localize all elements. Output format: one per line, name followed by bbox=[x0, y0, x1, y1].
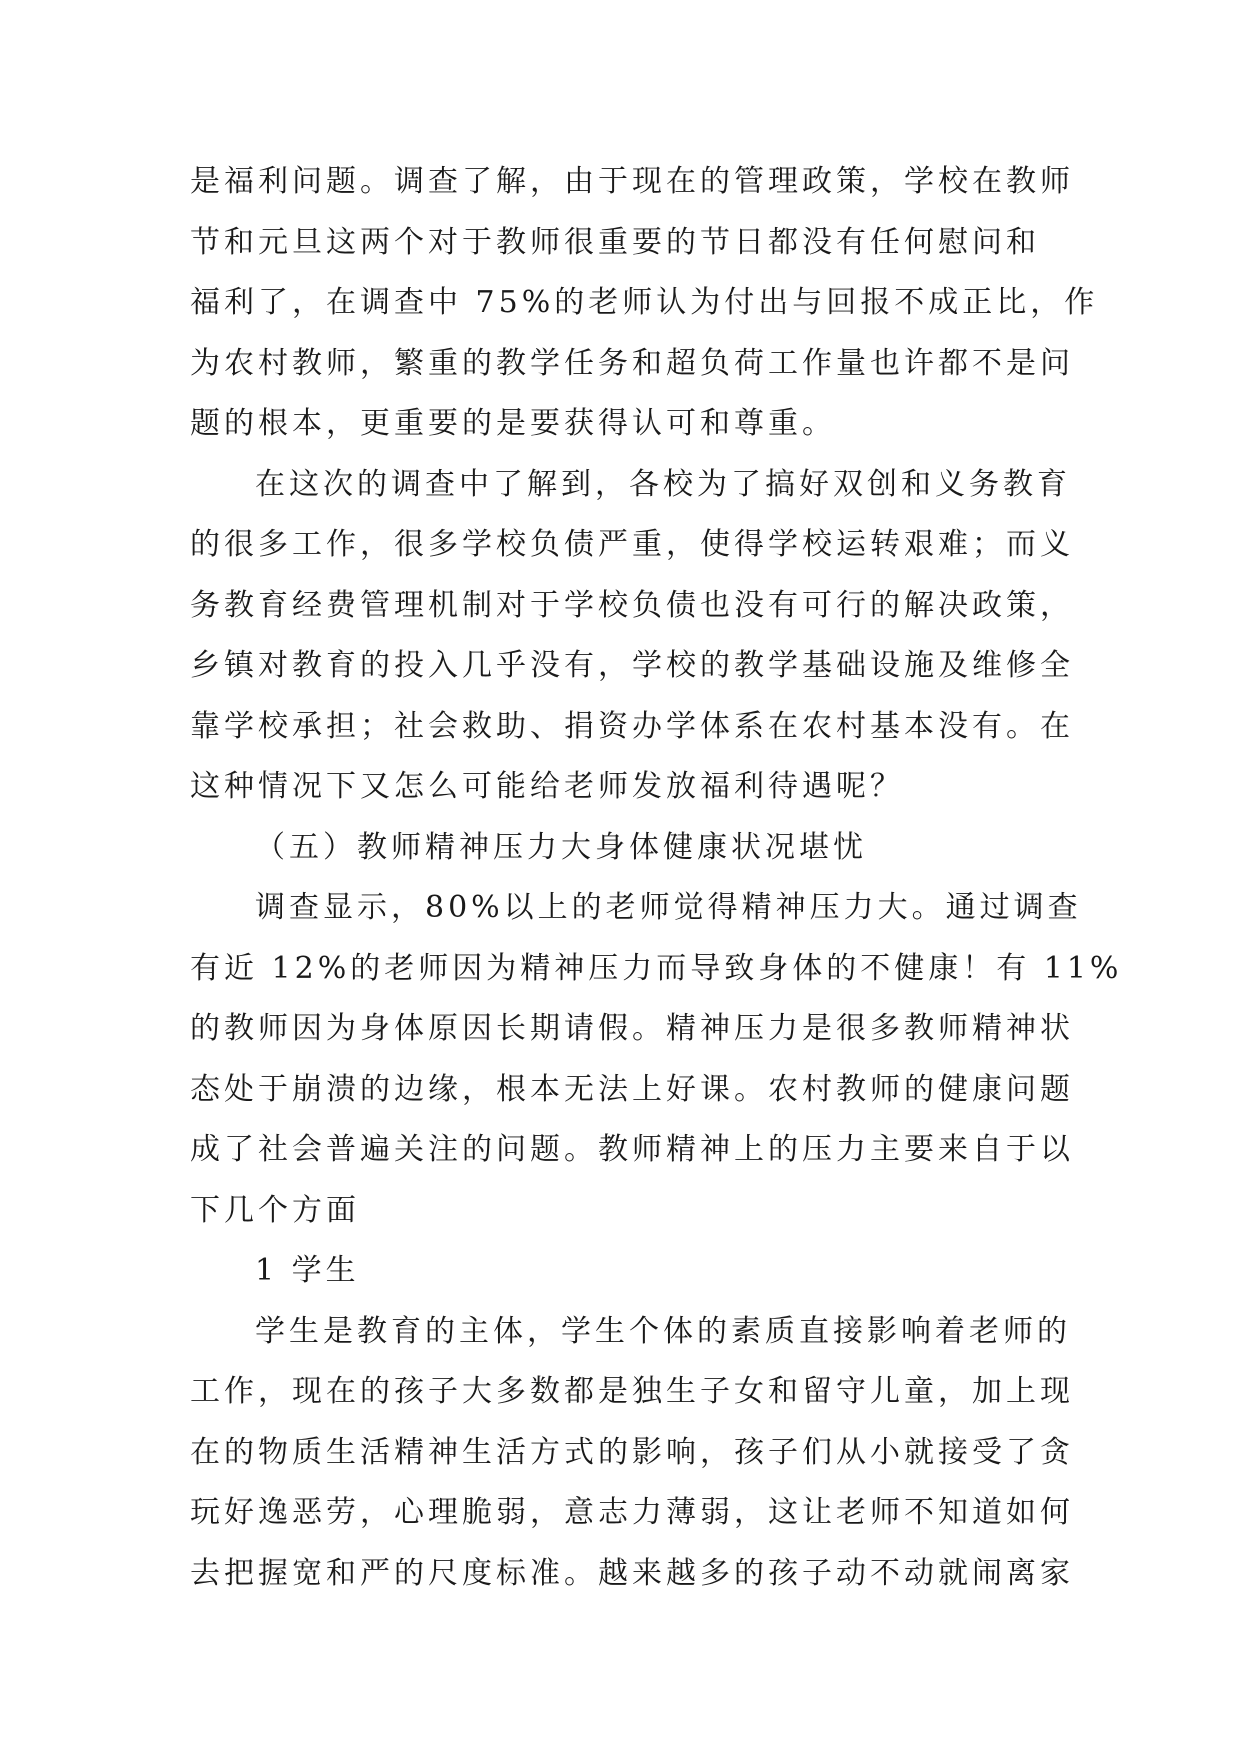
text-line: 这种情况下又怎么可能给老师发放福利待遇呢？ bbox=[190, 769, 904, 804]
section-heading: （五）教师精神压力大身体健康状况堪忧 bbox=[255, 829, 867, 865]
text-line: 去把握宽和严的尺度标准。越来越多的孩子动不动就闹离家 bbox=[190, 1555, 1074, 1591]
text-line: 下几个方面 bbox=[190, 1192, 360, 1228]
text-line: 的很多工作，很多学校负债严重，使得学校运转艰难；而义 bbox=[190, 527, 1074, 562]
text-line: 工作，现在的孩子大多数都是独生子女和留守儿童，加上现 bbox=[190, 1374, 1074, 1409]
text-line: 乡镇对教育的投入几乎没有，学校的教学基础设施及维修全 bbox=[190, 648, 1074, 683]
text-line: 学生是教育的主体，学生个体的素质直接影响着老师的 bbox=[255, 1313, 1071, 1349]
text-line: 的教师因为身体原因长期请假。精神压力是很多教师精神状 bbox=[190, 1011, 1074, 1046]
text-line: 务教育经费管理机制对于学校负债也没有可行的解决政策， bbox=[190, 587, 1074, 623]
text-line: 态处于崩溃的边缘，根本无法上好课。农村教师的健康问题 bbox=[190, 1071, 1074, 1107]
text-line: 为农村教师，繁重的教学任务和超负荷工作量也许都不是问 bbox=[190, 345, 1074, 381]
text-line: 是福利问题。调查了解，由于现在的管理政策，学校在教师 bbox=[190, 164, 1074, 199]
text-line: 玩好逸恶劳，心理脆弱，意志力薄弱，这让老师不知道如何 bbox=[190, 1495, 1074, 1530]
text-line: 成了社会普遍关注的问题。教师精神上的压力主要来自于以 bbox=[190, 1132, 1074, 1167]
text-line: 在这次的调查中了解到，各校为了搞好双创和义务教育 bbox=[255, 466, 1071, 502]
text-line: 在的物质生活精神生活方式的影响，孩子们从小就接受了贪 bbox=[190, 1434, 1074, 1470]
subsection-heading: 1 学生 bbox=[255, 1253, 360, 1288]
text-line: 有近 12%的老师因为精神压力而导致身体的不健康！有 11% bbox=[190, 950, 1123, 986]
text-line: 题的根本，更重要的是要获得认可和尊重。 bbox=[190, 406, 836, 441]
text-line: 福利了，在调查中 75%的老师认为付出与回报不成正比，作 bbox=[190, 285, 1099, 320]
document-body bbox=[190, 152, 1123, 1604]
text-line: 节和元旦这两个对于教师很重要的节日都没有任何慰问和 bbox=[190, 224, 1040, 260]
text-line: 调查显示，80%以上的老师觉得精神压力大。通过调查 bbox=[255, 890, 1082, 925]
text-line: 靠学校承担；社会救助、捐资办学体系在农村基本没有。在 bbox=[190, 708, 1074, 744]
